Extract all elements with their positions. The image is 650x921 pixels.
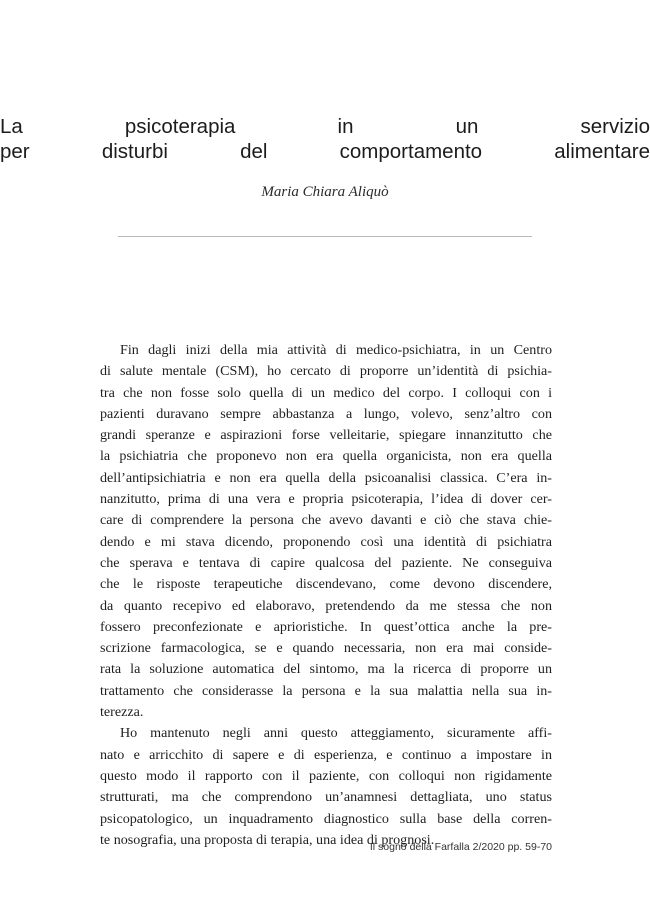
paragraph xyxy=(100,723,552,851)
text-line: care di comprendere la persona che avevo davanti e ciò che stava chie- xyxy=(100,512,552,529)
text-line: la psichiatria che proponevo non era quella organicista, non era quella xyxy=(100,448,552,465)
text-line: Ho mantenuto negli anni questo atteggiamento, sicuramente affi- xyxy=(120,725,552,742)
paragraph xyxy=(100,340,552,723)
text-line: da quanto recepivo ed elaboravo, pretendendo da me stessa che non xyxy=(100,597,552,614)
text-line: psicopatologico, un inquadramento diagnostico sulla base della corren- xyxy=(100,810,552,827)
text-line: che le risposte terapeutiche discendevano, come devono discendere, xyxy=(100,576,552,593)
text-line: di salute mentale (CSM), ho cercato di proporre un’identità di psichia- xyxy=(100,363,552,380)
text-line: scrizione farmacologica, se e quando necessaria, non era mai conside- xyxy=(100,640,552,657)
text-line: trattamento che considerasse la persona e la sua malattia nella sua in- xyxy=(100,682,552,699)
title-line: per disturbi del comportamento alimentare xyxy=(0,140,650,163)
text-line: strutturati, ma che comprendono un’anamnesi dettagliata, uno status xyxy=(100,789,552,806)
article-title xyxy=(0,114,650,164)
author-name: Maria Chiara Aliquò xyxy=(261,184,389,200)
text-line: te nosografia, una proposta di terapia, una idea di prognosi. xyxy=(100,831,435,848)
text-line: rata la soluzione automatica del sintomo, ma la ricerca di proporre un xyxy=(100,661,552,678)
text-line: pazienti duravano sempre abbastanza a lungo, volevo, senz’altro con xyxy=(100,405,552,422)
journal-citation: Il sogno della Farfalla 2/2020 pp. 59-70 xyxy=(369,841,552,853)
text-line: tra che non fosse solo quella di un medico del corpo. I colloqui con i xyxy=(100,384,552,401)
text-line: che sperava e tentava di capire qualcosa del paziente. Ne conseguiva xyxy=(100,554,552,571)
text-line: fossero preconfezionate e aprioristiche. In quest’ottica anche la pre- xyxy=(100,618,552,635)
title-divider xyxy=(118,236,532,237)
title-line: La psicoterapia in un servizio xyxy=(0,115,650,138)
text-line: nato e arricchito di sapere e di esperienza, e continuo a impostare in xyxy=(100,746,552,763)
article-body xyxy=(100,340,552,851)
text-line: questo modo il rapporto con il paziente, con colloqui non rigidamente xyxy=(100,767,552,784)
text-line: dell’antipsichiatria e non era quella della psicoanalisi classica. C’era in- xyxy=(100,469,552,486)
text-line: nanzitutto, prima di una vera e propria psicoterapia, l’idea di dover cer- xyxy=(100,491,552,508)
text-line: grandi speranze e aspirazioni forse velleitarie, spiegare innanzitutto che xyxy=(100,427,552,444)
text-line: Fin dagli inizi della mia attività di medico-psichiatra, in un Centro xyxy=(120,342,552,358)
text-line: terezza. xyxy=(100,704,144,721)
text-line: dendo e mi stava dicendo, proponendo così una identità di psichiatra xyxy=(100,533,552,550)
